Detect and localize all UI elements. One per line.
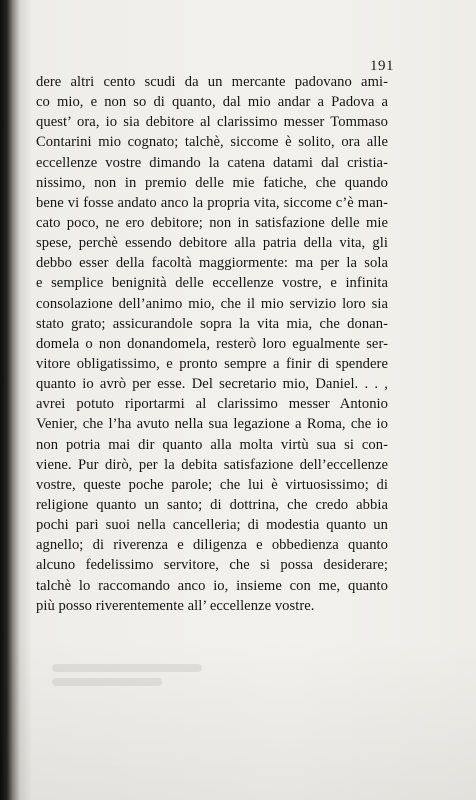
text-line: religione quanto un santo; di dottrina, che credo abbia bbox=[36, 496, 388, 513]
text-line: co mio, e non so di quanto, dal mio andar a Padova a bbox=[36, 94, 388, 111]
text-line: pochi pari suoi nella cancelleria; di modestia quanto un bbox=[36, 517, 388, 534]
text-line: quest’ ora, io sia debitore al clarissimo messer Tommaso bbox=[36, 114, 388, 131]
text-line: viene. Pur dirò, per la debita satisfazione dell’eccellenze bbox=[36, 456, 388, 473]
text-line: quanto io avrò per esse. Del secretario mio, Daniel. . . , bbox=[36, 376, 388, 393]
text-line: vitore obligatissimo, e pronto sempre a finir di spendere bbox=[36, 355, 388, 372]
page-number: 191 bbox=[370, 58, 394, 74]
text-line: e semplice benignità delle eccellenze vostre, e infinita bbox=[36, 275, 388, 292]
text-line: nissimo, non in premio delle mie fatiche, che quando bbox=[36, 174, 388, 191]
text-line: talchè lo raccomando anco io, insieme con me, quanto bbox=[36, 577, 388, 594]
show-through-ink bbox=[52, 664, 232, 694]
text-line: domela o non donandomela, resterò loro egualmente ser- bbox=[36, 335, 388, 352]
text-line: debbo esser della facoltà maggiormente: ma per la sola bbox=[36, 255, 388, 272]
text-line: cato poco, ne ero debitore; non in satisfazione delle mie bbox=[36, 214, 388, 231]
text-line: stato grato; assicurandole sopra la vita mia, che donan- bbox=[36, 315, 388, 332]
body-text bbox=[36, 72, 388, 616]
text-line: vostre, queste poche parole; che lui è virtuosissimo; di bbox=[36, 476, 388, 493]
text-line: Contarini mio cognato; talchè, siccome è solito, ora alle bbox=[36, 134, 388, 151]
text-line: agnello; di riverenza e diligenza e obbedienza quanto bbox=[36, 537, 388, 554]
text-line: eccellenze vostre dimando la catena datami dal cristia- bbox=[36, 154, 388, 171]
text-line: spese, perchè essendo debitore alla patria della vita, gli bbox=[36, 235, 388, 252]
text-line: alcuno fedelissimo servitore, che si possa desiderare; bbox=[36, 557, 388, 574]
text-line: dere altri cento scudi da un mercante padovano ami- bbox=[36, 74, 388, 90]
text-line: non potria mai dir quanto alla molta virtù sua si con- bbox=[36, 436, 388, 453]
text-line: Venier, che l’ha avuto nella sua legazione a Roma, che io bbox=[36, 416, 388, 433]
text-line: consolazione dell’animo mio, che il mio servizio loro sia bbox=[36, 295, 388, 312]
text-line: avrei potuto riportarmi al clarissimo messer Antonio bbox=[36, 396, 388, 413]
text-line: bene vi fosse andato anco la propria vita, siccome c’è man- bbox=[36, 194, 388, 211]
text-line: più posso riverentemente all’ eccellenze vostre. bbox=[36, 597, 315, 614]
